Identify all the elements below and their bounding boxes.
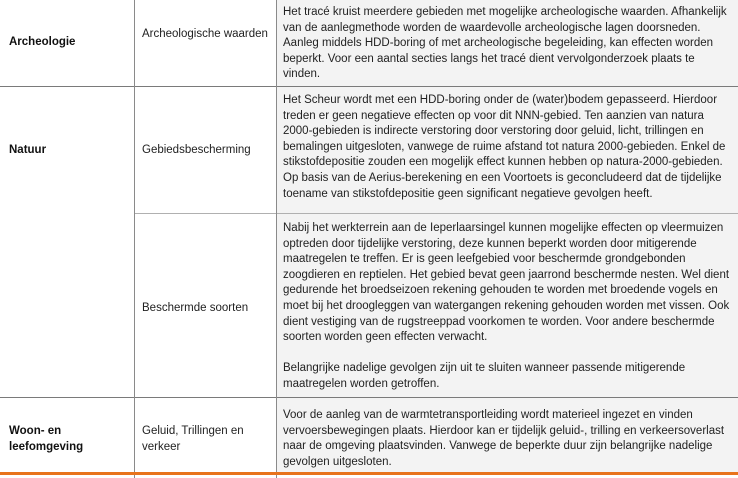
aspect-label: Archeologische waarden <box>142 28 268 40</box>
description-text: Nabij het werkterrein aan de Ieperlaarsingel kunnen mogelijke effecten op vleermuizen optreden door tijdelijke verstoring, deze kunnen beperkt worden door mitigerende maatregelen te treffen. Er is geen leefgebied voor beschermde grondgebonden zoogdieren en reptielen. Het gebied bevat geen jaarrond beschermde nesten. Wel dient gedurende het broedseizoen rekening gehouden te worden met broedende vogels en moet bij het droogleggen van watergangen rekening gehouden worden met vissen. Ook dient vestiging van de rugstreeppad voorkomen te worden. Voor andere beschermde soorten worden geen effecten verwacht. Belangrijke nadelige gevolgen zijn uit te sluiten wanneer passende mitigerende maatregelen worden getroffen. <box>283 222 730 390</box>
description-text: Het tracé kruist meerdere gebieden met mogelijke archeologische waarden. Afhankelijk van de aanlegmethode worden de waardevolle archeologische lagen doorsneden. Aanleg middels HDD-boring of met archeologische begeleiding, kan effecten worden beperkt. Voor een aantal secties langs het tracé dient vervolgonderzoek plaats te vinden. <box>283 6 727 81</box>
aspect-cell <box>134 0 276 86</box>
category-label: Archeologie <box>9 36 76 48</box>
aspect-label: Gebiedsbescherming <box>142 144 251 156</box>
category-cell <box>0 0 134 86</box>
description-cell <box>276 0 738 86</box>
table-row <box>0 86 738 213</box>
column-divider <box>134 0 135 478</box>
description-text: Voor de aanleg van de warmtetransportleiding wordt materieel ingezet en vinden vervoersbewegingen plaats. Hierdoor kan er tijdelijk geluid-, trilling en verkeersoverlast naar de omgeving plaatsvinden. Vanwege de beperkte duur zijn belangrijke nadelige gevolgen uitgesloten. <box>283 409 725 468</box>
table-row <box>0 397 738 472</box>
aspect-label: Beschermde soorten <box>142 302 249 314</box>
table-row <box>0 213 738 397</box>
category-label: Natuur <box>9 144 47 156</box>
column-divider <box>276 0 277 478</box>
row-divider-partial <box>134 213 738 214</box>
category-cell <box>0 86 134 213</box>
description-cell <box>276 213 738 397</box>
row-divider <box>0 86 738 87</box>
description-cell <box>276 86 738 213</box>
aspect-label: Geluid, Trillingen en verkeer <box>142 425 244 453</box>
category-cell <box>0 213 134 397</box>
row-divider <box>0 397 738 398</box>
aspect-cell <box>134 213 276 397</box>
table-bottom-rule <box>0 472 738 475</box>
category-cell <box>0 397 134 472</box>
table-row <box>0 0 738 86</box>
aspect-cell <box>134 86 276 213</box>
aspect-cell <box>134 397 276 472</box>
description-cell <box>276 397 738 472</box>
category-label: Woon- en leefomgeving <box>9 425 84 453</box>
description-text: Het Scheur wordt met een HDD-boring onder de (water)bodem gepasseerd. Hierdoor treden er geen negatieve effecten op voor dit NNN-gebied. Ten aanzien van natura 2000-gebieden is indirecte verstoring door verstoring door geluid, licht, trillingen en bemalingen uitgesloten, vanwege de ruime afstand tot natura 2000-gebieden. Enkel de stikstofdepositie zouden een mogelijk effect kunnen hebben op natura-2000-gebieden. Op basis van de Aerius-berekening en een Voortoets is geconcludeerd dat de tijdelijke toename van stikstofdepositie geen significant negatieve gevolgen heeft. <box>283 94 726 200</box>
